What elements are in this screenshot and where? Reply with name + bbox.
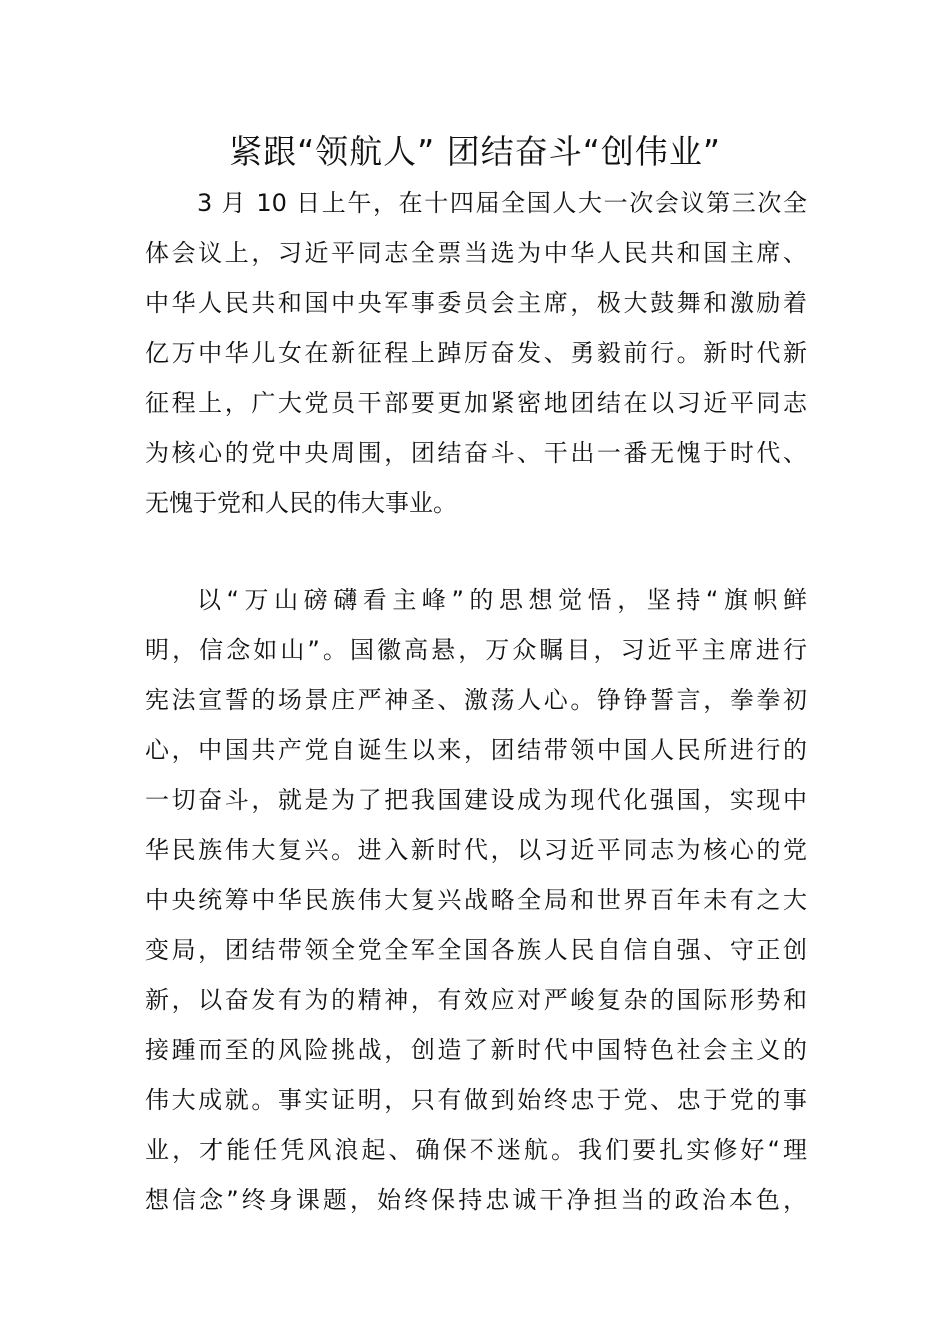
paragraph-line: 接踵而至的风险挑战，创造了新时代中国特色社会主义的	[145, 1036, 807, 1064]
paragraph-line: 心，中国共产党自诞生以来，团结带领中国人民所进行的	[145, 736, 807, 764]
paragraph-line: 明，信念如山”。国徽高悬，万众瞩目，习近平主席进行	[145, 636, 807, 664]
paragraph-line: 想信念”终身课题，始终保持忠诚干净担当的政治本色，	[145, 1186, 807, 1214]
paragraph-line: 宪法宣誓的场景庄严神圣、激荡人心。铮铮誓言，拳拳初	[145, 686, 807, 714]
paragraph-line: 业，才能任凭风浪起、确保不迷航。我们要扎实修好“理	[145, 1136, 807, 1164]
paragraph-line: 华民族伟大复兴。进入新时代，以习近平同志为核心的党	[145, 836, 807, 864]
paragraph-line: 以“万山磅礴看主峰”的思想觉悟，坚持“旗帜鲜	[197, 586, 807, 614]
paragraph-line: 亿万中华儿女在新征程上踔厉奋发、勇毅前行。新时代新	[145, 339, 807, 367]
paragraph-line: 3 月 10 日上午，在十四届全国人大一次会议第三次全	[197, 189, 807, 217]
paragraph-line: 无愧于党和人民的伟大事业。	[145, 489, 457, 517]
paragraph-line: 一切奋斗，就是为了把我国建设成为现代化强国，实现中	[145, 786, 807, 814]
paragraph-1	[145, 178, 807, 528]
paragraph-line: 中央统筹中华民族伟大复兴战略全局和世界百年未有之大	[145, 886, 807, 914]
paragraph-line: 体会议上，习近平同志全票当选为中华人民共和国主席、	[145, 239, 807, 267]
paragraph-line: 伟大成就。事实证明，只有做到始终忠于党、忠于党的事	[145, 1086, 807, 1114]
document-title: 紧跟“领航人” 团结奋斗“创伟业”	[229, 132, 721, 171]
paragraph-2	[145, 575, 807, 1225]
paragraph-line: 变局，团结带领全党全军全国各族人民自信自强、守正创	[145, 936, 807, 964]
paragraph-line: 新，以奋发有为的精神，有效应对严峻复杂的国际形势和	[145, 986, 807, 1014]
paragraph-line: 为核心的党中央周围，团结奋斗、干出一番无愧于时代、	[145, 439, 807, 467]
paragraph-line: 征程上，广大党员干部要更加紧密地团结在以习近平同志	[145, 389, 807, 417]
paragraph-line: 中华人民共和国中央军事委员会主席，极大鼓舞和激励着	[145, 289, 807, 317]
